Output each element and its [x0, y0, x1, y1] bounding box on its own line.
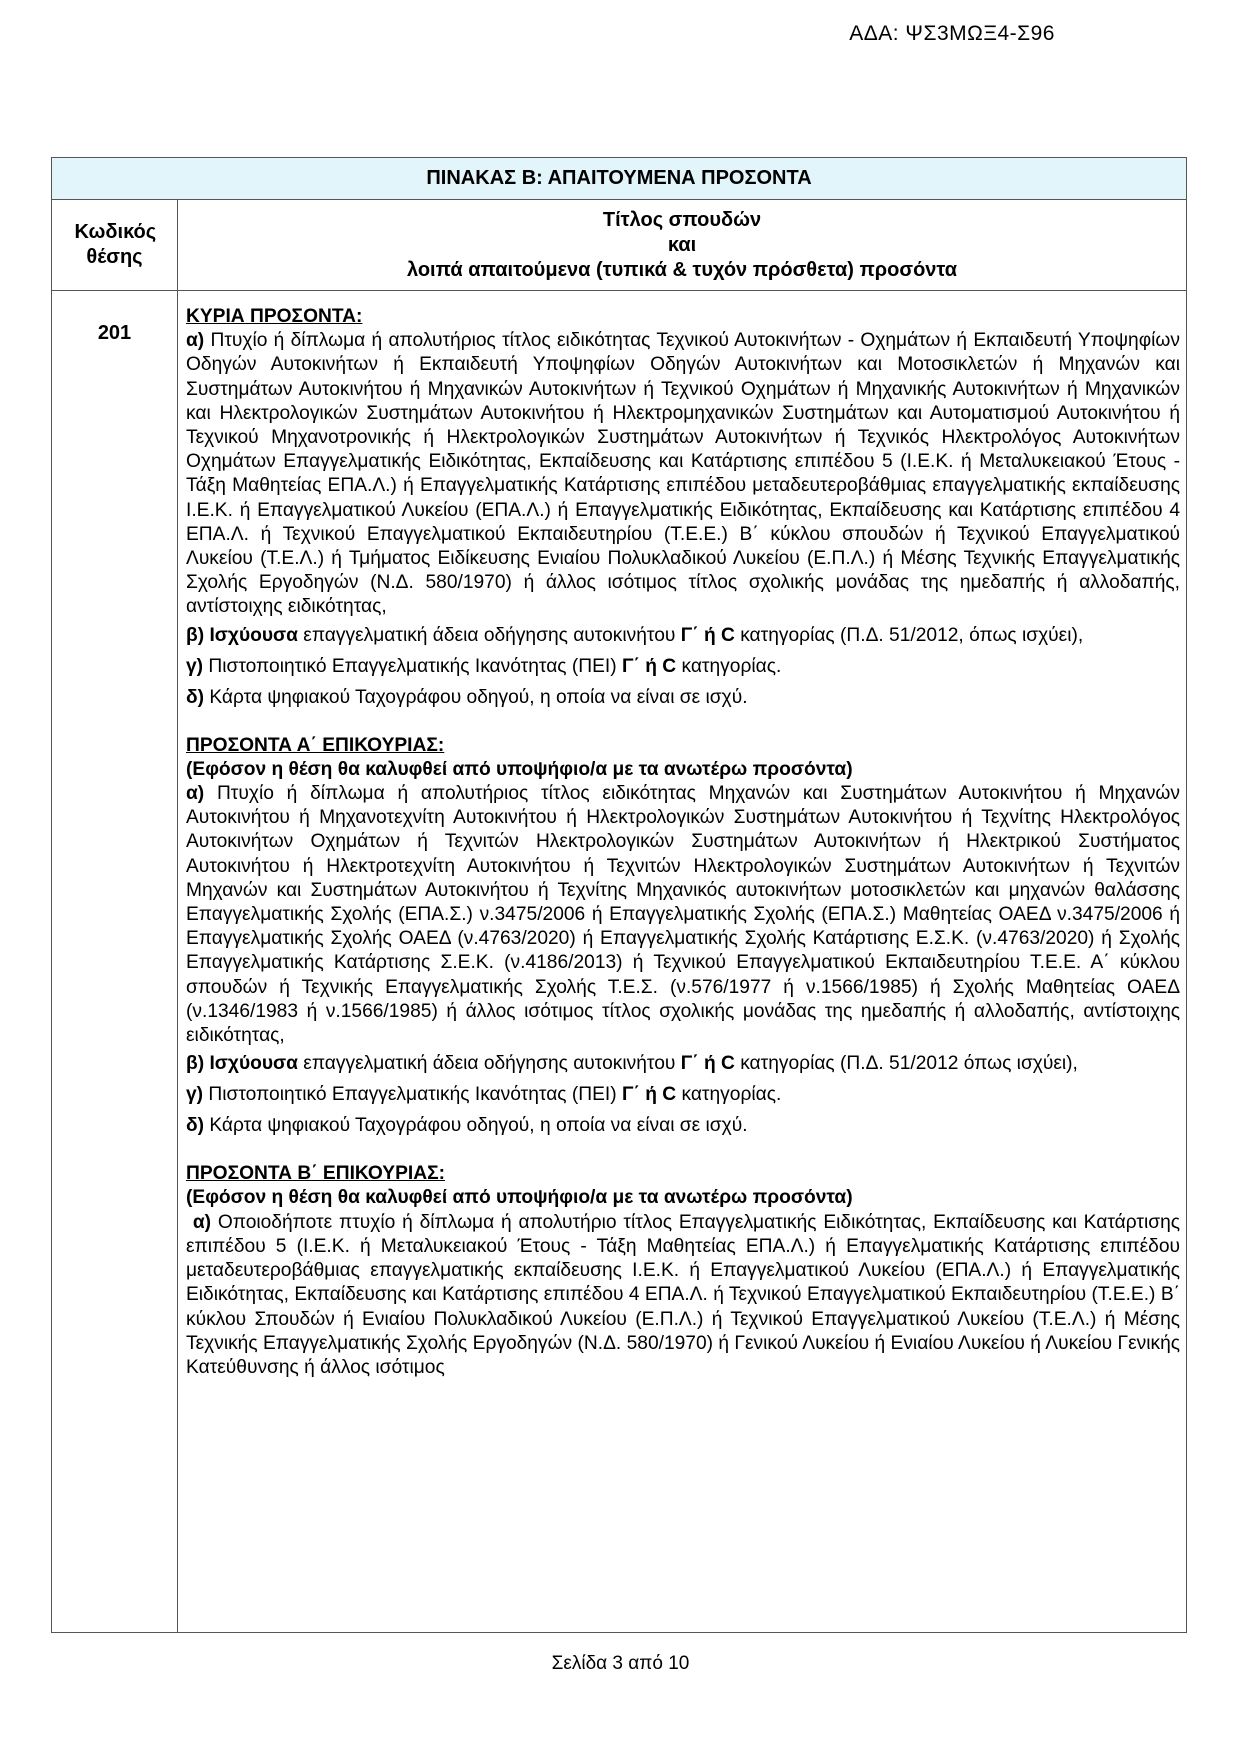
- column-header-code: Κωδικός θέσης: [52, 200, 178, 291]
- requirements-table: [51, 157, 1187, 1633]
- page-number: Σελίδα 3 από 10: [551, 1653, 690, 1674]
- main-item-a: α) Πτυχίο ή δίπλωμα ή απολυτήριος τίτλος ειδικότητας Τεχνικού Αυτοκινήτων - Οχημάτων ή Εκπαιδευτή Υποψηφίων Οδηγών Αυτοκινήτων ή Εκπαιδευτή Υποψηφίων Οδηγών Αυτοκινήτων και Μοτοσικλετών ή Μηχανών και Συστημάτων Αυτοκινήτου ή Μηχανικών Αυτοκινήτων ή Τεχνικού Οχημάτων ή Μηχανικής Αυτοκινήτων ή Μηχανικών και Ηλεκτρολογικών Συστημάτων Αυτοκινήτου ή Ηλεκτρομηχανικών Συστημάτων και Αυτοματισμού Αυτοκινήτου ή Τεχνικού Μηχανοτρονικής ή Ηλεκτρολογικών Συστημάτων Αυτοκινήτων ή Τεχνικός Ηλεκτρολόγος Αυτοκινήτων Οχημάτων Επαγγελματικής Ειδικότητας, Εκπαίδευσης και Κατάρτισης επιπέδου 5 (Ι.Ε.Κ. ή Μεταλυκειακού Έτους - Τάξη Μαθητείας ΕΠΑ.Λ.) ή Επαγγελματικής Κατάρτισης επιπέδου μεταδευτεροβάθμιας επαγγελματικής εκπαίδευσης Ι.Ε.Κ. ή Επαγγελματικού Λυκείου (ΕΠΑ.Λ.) ή Επαγγελματικής Ειδικότητας, Εκπαίδευσης και Κατάρτισης επιπέδου 4 ΕΠΑ.Λ. ή Τεχνικού Επαγγελματικού Εκπαιδευτηρίου (Τ.Ε.Ε.) Β΄ κύκλου σπουδών ή Τεχνικού Επαγγελματικού Λυκείου (Τ.Ε.Λ.) ή Τμήματος Ειδίκευσης Ενιαίου Πολυκλαδικού Λυκείου (Ε.Π.Λ.) ή Μέσης Τεχνικής Επαγγελματικής Σχολής Εργοδηγών (Ν.Δ. 580/1970) ή άλλος ισότιμος τίτλος σχολικής μονάδας της ημεδαπής ή αλλοδαπής, αντίστοιχης ειδικότητας,: [186, 330, 1181, 618]
- aux-a-item-c: γ) Πιστοποιητικό Επαγγελματικής Ικανότητας (ΠΕΙ) Γ΄ ή C κατηγορίας.: [186, 1084, 782, 1106]
- aux-a-item-d: δ) Κάρτα ψηφιακού Ταχογράφου οδηγού, η οποία να είναι σε ισχύ.: [186, 1115, 748, 1137]
- aux-b-heading: ΠΡΟΣΟΝΤΑ Β΄ ΕΠΙΚΟΥΡΙΑΣ:: [186, 1163, 445, 1185]
- header-line-1: Τίτλος σπουδών: [602, 208, 762, 231]
- position-code: 201: [52, 291, 178, 1633]
- aux-b-item-a: α) Οποιοδήποτε πτυχίο ή δίπλωμα ή απολυτήριο τίτλος Επαγγελματικής Ειδικότητας, Εκπαίδευσης και Κατάρτισης επιπέδου 5 (Ι.Ε.Κ. ή Μεταλυκειακού Έτους - Τάξη Μαθητείας ΕΠΑ.Λ.) ή Επαγγελματικής Κατάρτισης επιπέδου μεταδευτεροβάθμιας επαγγελματικής εκπαίδευσης Ι.Ε.Κ. ή Επαγγελματικού Λυκείου (ΕΠΑ.Λ.) ή Επαγγελματικής Ειδικότητας, Εκπαίδευσης και Κατάρτισης επιπέδου 4 ΕΠΑ.Λ. ή Τεχνικού Επαγγελματικού Εκπαιδευτηρίου (Τ.Ε.Ε.) Β΄ κύκλου Σπουδών ή Ενιαίου Πολυκλαδικού Λυκείου (Ε.Π.Λ.) ή Τεχνικού Επαγγελματικού Λυκείου (Τ.Ε.Λ.) ή Μέσης Τεχνικής Επαγγελματικής Σχολής Εργοδηγών (Ν.Δ. 580/1970) ή Γενικού Λυκείου ή Ενιαίου Λυκείου ή Λυκείου Γενικής Κατεύθυνσης ή άλλος ισότιμος: [186, 1211, 1181, 1378]
- column-header-qualifications: [178, 200, 1187, 291]
- main-item-d: δ) Κάρτα ψηφιακού Ταχογράφου οδηγού, η οποία να είναι σε ισχύ.: [186, 686, 748, 708]
- qualifications-cell: [178, 291, 1187, 1633]
- aux-b-note: (Εφόσον η θέση θα καλυφθεί από υποψήφιο/α με τα ανωτέρω προσόντα): [186, 1187, 853, 1209]
- main-item-c: γ) Πιστοποιητικό Επαγγελματικής Ικανότητας (ΠΕΙ) Γ΄ ή C κατηγορίας.: [186, 655, 782, 677]
- aux-a-heading: ΠΡΟΣΟΝΤΑ Α΄ ΕΠΙΚΟΥΡΙΑΣ:: [186, 734, 445, 756]
- header-line-2: και: [667, 233, 697, 256]
- aux-a-note: (Εφόσον η θέση θα καλυφθεί από υποψήφιο/α με τα ανωτέρω προσόντα): [186, 758, 853, 780]
- header-line-3: λοιπά απαιτούμενα (τυπικά & τυχόν πρόσθετα) προσόντα: [406, 258, 958, 281]
- main-item-b: β) Ισχύουσα επαγγελματική άδεια οδήγησης αυτοκινήτου Γ΄ ή C κατηγορίας (Π.Δ. 51/2012, όπως ισχύει),: [186, 624, 1084, 646]
- aux-a-item-b: β) Ισχύουσα επαγγελματική άδεια οδήγησης αυτοκινήτου Γ΄ ή C κατηγορίας (Π.Δ. 51/2012 όπως ισχύει),: [186, 1053, 1078, 1075]
- main-qualifications-heading: ΚΥΡΙΑ ΠΡΟΣΟΝΤΑ:: [186, 306, 363, 327]
- table-title: ΠΙΝΑΚΑΣ Β: ΑΠΑΙΤΟΥΜΕΝΑ ΠΡΟΣΟΝΤΑ: [52, 158, 1187, 200]
- aux-a-item-a: α) Πτυχίο ή δίπλωμα ή απολυτήριος τίτλος ειδικότητας Μηχανών και Συστημάτων Αυτοκινήτου ή Μηχανών Αυτοκινήτου ή Μηχανοτεχνίτη Αυτοκινήτου ή Ηλεκτρολογικών Συστημάτων Αυτοκινήτου ή Τεχνίτης Ηλεκτρολόγος Αυτοκινήτων Οχημάτων ή Τεχνιτών Ηλεκτρολογικών Συστημάτων Αυτοκινήτων ή Ηλεκτρικού Συστήματος Αυτοκινήτου ή Ηλεκτροτεχνίτη Αυτοκινήτου ή Τεχνιτών Ηλεκτρολογικών Συστημάτων Αυτοκινήτων ή Τεχνιτών Μηχανών και Συστημάτων Αυτοκινήτου ή Τεχνίτης Μηχανικός αυτοκινήτων μοτοσικλετών και μηχανών θαλάσσης Επαγγελματικής Σχολής (ΕΠΑ.Σ.) ν.3475/2006 ή Επαγγελματικής Σχολής (ΕΠΑ.Σ.) Μαθητείας ΟΑΕΔ ν.3475/2006 ή Επαγγελματικής Σχολής ΟΑΕΔ (ν.4763/2020) ή Επαγγελματικής Σχολής Κατάρτισης Ε.Σ.Κ. (ν.4763/2020) ή Σχολής Επαγγελματικής Κατάρτισης Σ.Ε.Κ. (ν.4186/2013) ή Τεχνικού Επαγγελματικού Εκπαιδευτηρίου Τ.Ε.Ε. Α΄ κύκλου σπουδών ή Τεχνικής Επαγγελματικής Σχολής Τ.Ε.Σ. (ν.576/1977 ή ν.1566/1985) ή Σχολής Μαθητείας ΟΑΕΔ (ν.1346/1983 ή ν.1566/1985) ή άλλος ισότιμος τίτλος σχολικής μονάδας της ημεδαπής ή αλλοδαπής, αντίστοιχης ειδικότητας,: [186, 783, 1181, 1047]
- ada-code: ΑΔΑ: ΨΣ3ΜΩΞ4-Σ96: [849, 22, 1055, 45]
